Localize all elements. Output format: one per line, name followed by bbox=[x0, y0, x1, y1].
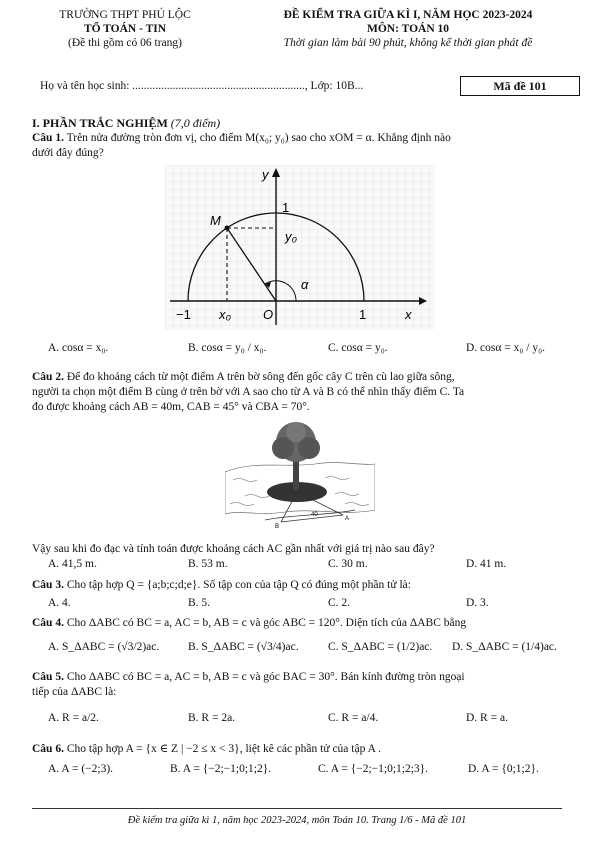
header-right bbox=[238, 8, 578, 50]
q5-option-c[interactable]: C. R = a/4. bbox=[328, 712, 379, 724]
q3-option-c[interactable]: C. 2. bbox=[328, 597, 351, 609]
question-3: Câu 3. Cho tập hợp Q = {a;b;c;d;e}. Số tập con của tập Q có đúng một phần tử là: bbox=[32, 579, 411, 591]
header-left bbox=[20, 8, 230, 50]
q3-option-b[interactable]: B. 5. bbox=[188, 597, 211, 609]
label-O: O bbox=[263, 307, 274, 322]
tree-trunk bbox=[293, 458, 299, 490]
label-y: y bbox=[262, 167, 269, 182]
q2-option-d[interactable]: D. 41 m. bbox=[466, 558, 507, 570]
subject: MÔN: TOÁN 10 bbox=[367, 23, 449, 35]
q4-option-b[interactable]: B. S_ΔABC = (√3/4)ac. bbox=[188, 641, 299, 653]
label-A: A bbox=[345, 516, 350, 522]
page-footer: Đề kiểm tra giữa kì 1, năm học 2023-2024, môn Toán 10. Trang 1/6 - Mã đề 101 bbox=[127, 815, 467, 826]
time-note: Thời gian làm bài 90 phút, không kể thời gian phát đề bbox=[283, 37, 533, 49]
school-name: TRƯỜNG THPT PHÚ LỘC bbox=[59, 9, 191, 21]
question-4: Câu 4. Cho ΔABC có BC = a, AC = b, AB = c và góc ABC = 120°. Diện tích của ΔABC bằng bbox=[32, 617, 467, 629]
q1-option-b[interactable]: B. cosα = y₀ / x₀. bbox=[188, 342, 267, 354]
label-alpha: α bbox=[301, 277, 309, 292]
q4-option-d[interactable]: D. S_ΔABC = (1/4)ac. bbox=[452, 641, 557, 653]
question-2-ask: Vậy sau khi đo đạc và tính toán được khoảng cách AC gần nhất với giá trị nào sau đây? bbox=[32, 543, 435, 555]
exam-code-box: Mã đề 101 bbox=[460, 76, 580, 96]
label-minus-one: −1 bbox=[176, 307, 191, 322]
q6-option-c[interactable]: C. A = {−2;−1;0;1;2;3}. bbox=[318, 763, 429, 775]
page-count: (Đề thi gồm có 06 trang) bbox=[67, 37, 182, 49]
question-1: Câu 1. Trên nửa đường tròn đơn vị, cho điểm M(x₀; y₀) sao cho xOM = α. Khẳng định nào dưới đây đúng? bbox=[32, 132, 451, 159]
label-B: B bbox=[275, 524, 280, 530]
q3-option-d[interactable]: D. 3. bbox=[466, 597, 489, 609]
q1-option-c[interactable]: C. cosα = y₀. bbox=[328, 342, 388, 354]
department: TỔ TOÁN - TIN bbox=[83, 23, 167, 35]
river-tree-figure bbox=[225, 420, 375, 530]
exam-title: ĐỀ KIỂM TRA GIỮA KÌ I, NĂM HỌC 2023-2024 bbox=[283, 9, 533, 21]
q6-option-b[interactable]: B. A = {−2;−1;0;1;2}. bbox=[170, 763, 272, 775]
label-one: 1 bbox=[359, 307, 367, 322]
q5-option-a[interactable]: A. R = a/2. bbox=[48, 712, 99, 724]
label-one-top: 1 bbox=[282, 200, 290, 215]
q1-option-a[interactable]: A. cosα = x₀. bbox=[48, 342, 109, 354]
question-6: Câu 6. Cho tập hợp A = {x ∈ Z | −2 ≤ x < 3}, liệt kê các phần tử của tập A . bbox=[32, 743, 381, 755]
q3-option-a[interactable]: A. 4. bbox=[48, 597, 71, 609]
question-2: Câu 2. Để đo khoảng cách từ một điểm A trên bờ sông đến gốc cây C trên cù lao giữa sông, người ta chọn một điểm B cùng ở trên bờ với A sao cho từ A và B có thể nhìn thấy điểm C. Ta đo được khoảng cách AB = 40m, CAB = 45° và CBA = 70°. bbox=[32, 371, 465, 413]
student-line: Họ và tên học sinh: ............................................................, Lớp: 10B... bbox=[40, 80, 364, 92]
q6-option-a[interactable]: A. A = (−2;3). bbox=[48, 763, 114, 775]
q2-option-b[interactable]: B. 53 m. bbox=[188, 558, 228, 570]
q5-option-d[interactable]: D. R = a. bbox=[466, 712, 508, 724]
q2-option-a[interactable]: A. 41,5 m. bbox=[48, 558, 97, 570]
footer-divider bbox=[32, 808, 562, 809]
q4-option-a[interactable]: A. S_ΔABC = (√3/2)ac. bbox=[48, 641, 160, 653]
label-x0: x₀ bbox=[219, 307, 231, 322]
label-distance: 40 bbox=[311, 512, 318, 518]
q1-option-d[interactable]: D. cosα = x₀ / y₀. bbox=[466, 342, 545, 354]
q5-option-b[interactable]: B. R = 2a. bbox=[188, 712, 236, 724]
label-M: M bbox=[210, 213, 221, 228]
label-x: x bbox=[405, 307, 412, 322]
section-title: I. PHẦN TRẮC NGHIỆM (7,0 điểm) bbox=[32, 116, 221, 130]
label-y0: y₀ bbox=[285, 229, 297, 244]
q4-option-c[interactable]: C. S_ΔABC = (1/2)ac. bbox=[328, 641, 433, 653]
q6-option-d[interactable]: D. A = {0;1;2}. bbox=[468, 763, 539, 775]
q2-option-c[interactable]: C. 30 m. bbox=[328, 558, 368, 570]
question-5: Câu 5. Cho ΔABC có BC = a, AC = b, AB = c và góc BAC = 30°. Bán kính đường tròn ngoại tiếp của ΔABC là: bbox=[32, 671, 465, 698]
unit-semicircle-figure bbox=[165, 165, 435, 330]
